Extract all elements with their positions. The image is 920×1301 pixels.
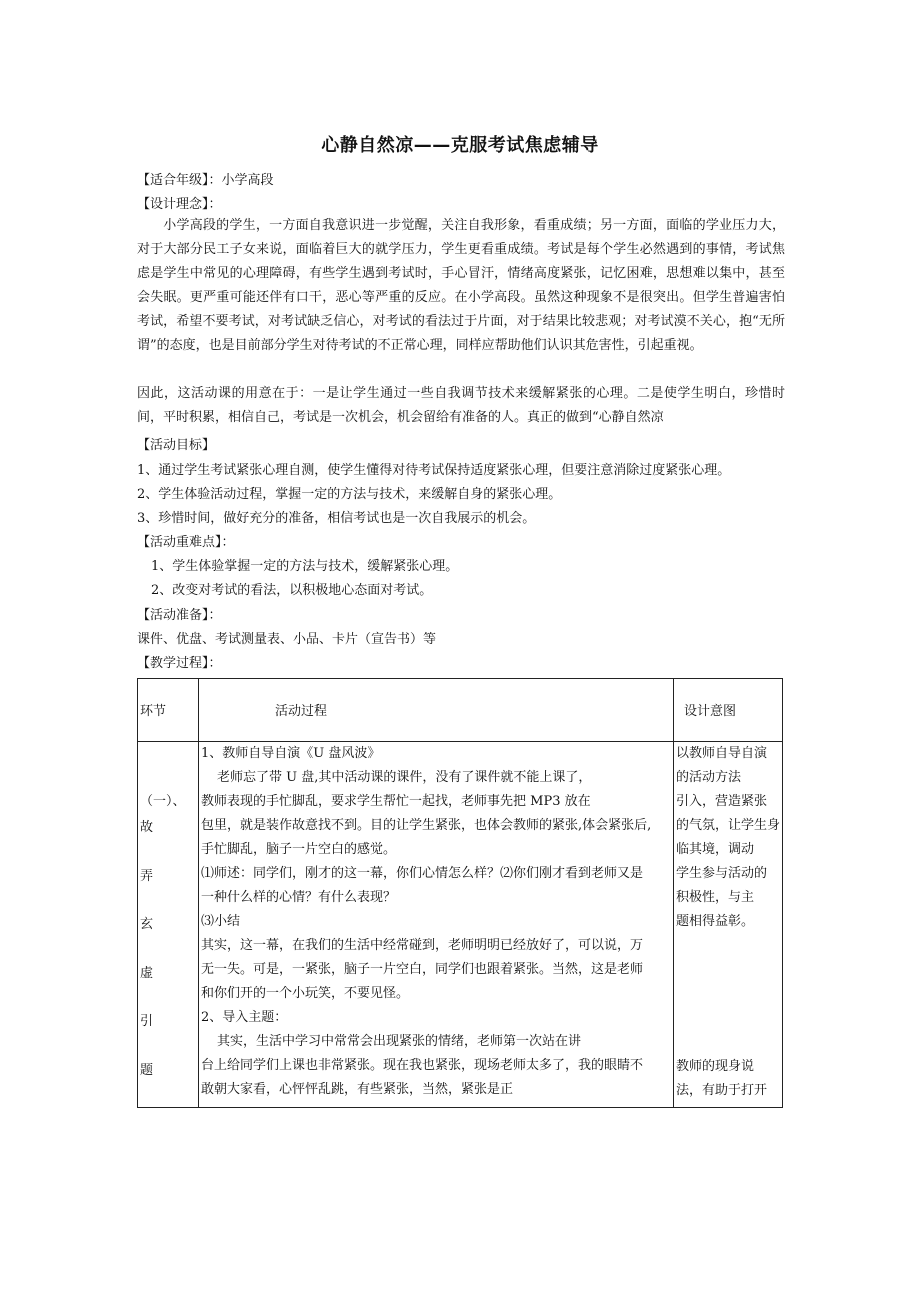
- concept-paragraph-1-text: 小学高段的学生，一方面自我意识进一步觉醒，关注自我形象，看重成绩；另一方面，面临的学业压力大，对于大部分民工子女来说，面临着巨大的就学压力，学生更看重成绩。考试是每个学生必然遇到的事情，考试焦虑是学生中常见的心理障碍，有些学生遇到考试时，手心冒汗，情绪高度紧张，记忆困难，思想难以集中，甚至会失眠。更严重可能还伴有口干，恶心等严重的反应。在小学高段。虽然这种现象不是很突出。但学生普遍害怕考试，希望不要考试，对考试缺乏信心，对考试的看法过于片面，对于结果比较悲观；对考试漠不关心，抱“无所谓”的态度，也是目前部分学生对待考试的不正常心理，同样应帮助他们认识其危害性，引起重视。: [137, 218, 785, 353]
- activity-line: 手忙脚乱，脑子一片空白的感觉。: [201, 842, 397, 857]
- intent-line: 的气氛，让学生身: [676, 818, 781, 833]
- intent-line: 法，有助于打开: [676, 1083, 768, 1098]
- stage-char: 引: [140, 1014, 154, 1029]
- activity-line: 和你们开的一个小玩笑，不要见怪。: [201, 986, 410, 1001]
- activity-line: ⑶小结: [201, 914, 241, 929]
- header-intent: 设计意图: [684, 704, 737, 719]
- goals-heading: 【活动目标】: [137, 438, 216, 453]
- activity-line: 2、导入主题：: [201, 1010, 288, 1025]
- process-table: [137, 678, 783, 1108]
- table-column-divider: [673, 679, 674, 1107]
- header-stage: 环节: [140, 704, 167, 719]
- concept-paragraph-1: [137, 214, 785, 358]
- goal-item-2: 2、学生体验活动过程，掌握一定的方法与技术，来缓解自身的紧张心理。: [137, 487, 562, 502]
- stage-char: 玄: [140, 917, 154, 932]
- goal-item-3: 3、珍惜时间，做好充分的准备，相信考试也是一次自我展示的机会。: [137, 511, 536, 526]
- intent-line: 教师的现身说: [676, 1059, 755, 1074]
- grade-value: 小学高段: [221, 173, 274, 188]
- preparation-heading: 【活动准备】：: [137, 608, 222, 623]
- activity-cell: [201, 742, 673, 1102]
- goal-item-1: 1、通过学生考试紧张心理自测，使学生懂得对待考试保持适度紧张心理，但要注意消除过度紧张心理。: [137, 463, 731, 478]
- concept-paragraph-2: 因此，这活动课的用意在于：一是让学生通过一些自我调节技术来缓解紧张的心理。二是使学生明白，珍惜时间，平时积累，相信自己，考试是一次机会，机会留给有准备的人。真正的做到“心静自然凉: [137, 386, 785, 425]
- intent-line: 积极性，与主: [676, 890, 755, 905]
- activity-line: 其实，生活中学习中常常会出现紧张的情绪，老师第一次站在讲: [217, 1034, 582, 1049]
- activity-line: 老师忘了带 U 盘,其中活动课的课件，没有了课件就不能上课了，: [217, 770, 592, 785]
- activity-line: 其实，这一幕，在我们的生活中经常碰到，老师明明已经放好了，可以说，万: [201, 938, 644, 953]
- intent-line: 临其境，调动: [676, 842, 755, 857]
- activity-line: 一种什么样的心情？有什么表现？: [201, 890, 397, 905]
- preparation-value: 课件、优盘、考试测量表、小品、卡片（宣告书）等: [137, 632, 437, 647]
- intent-line: 引入，营造紧张: [676, 794, 768, 809]
- table-column-divider: [198, 679, 199, 1107]
- stage-char: 故: [140, 820, 154, 835]
- key-point-1: 1、学生体验掌握一定的方法与技术，缓解紧张心理。: [151, 559, 459, 574]
- grade-label: 【适合年级】：: [137, 173, 222, 188]
- activity-line: 无一失。可是，一紧张，脑子一片空白，同学们也跟着紧张。当然，这是老师: [201, 962, 644, 977]
- stage-char: 弄: [140, 869, 154, 884]
- process-heading: 【教学过程】：: [137, 656, 222, 671]
- stage-char: 题: [140, 1063, 154, 1078]
- activity-line: 1、教师自导自演《U 盘风波》: [201, 746, 381, 761]
- activity-line: 包里，就是装作故意找不到。目的让学生紧张，也体会教师的紧张,体会紧张后,: [201, 818, 652, 833]
- intent-cell-2: [676, 1055, 782, 1103]
- intent-line: 以教师自导自演: [676, 746, 768, 761]
- intent-line: 的活动方法: [676, 770, 742, 785]
- document-title: 心静自然凉——克服考试焦虑辅导: [321, 135, 599, 156]
- concept-heading: 【设计理念】：: [137, 197, 222, 212]
- key-points-heading: 【活动重难点】：: [137, 535, 235, 550]
- stage-label: （一）、: [140, 794, 186, 809]
- activity-line: ⑴师述：同学们，刚才的这一幕，你们心情怎么样？⑵你们刚才看到老师又是: [201, 866, 644, 881]
- grade-line: [137, 172, 274, 190]
- key-point-2: 2、改变对考试的看法，以积极地心态面对考试。: [151, 583, 433, 598]
- header-activity: 活动过程: [275, 704, 328, 719]
- intent-line: 学生参与活动的: [676, 866, 768, 881]
- intent-cell: [676, 742, 782, 934]
- activity-line: 台上给同学们上课也非常紧张。现在我也紧张，现场老师太多了，我的眼睛不: [201, 1058, 644, 1073]
- intent-line: 题相得益彰。: [676, 914, 755, 929]
- activity-line: 教师表现的手忙脚乱，要求学生帮忙一起找，老师事先把 MP3 放在: [201, 794, 591, 809]
- activity-line: 敢朝大家看，心怦怦乱跳，有些紧张，当然，紧张是正: [201, 1082, 514, 1097]
- stage-char: 虚: [140, 966, 154, 981]
